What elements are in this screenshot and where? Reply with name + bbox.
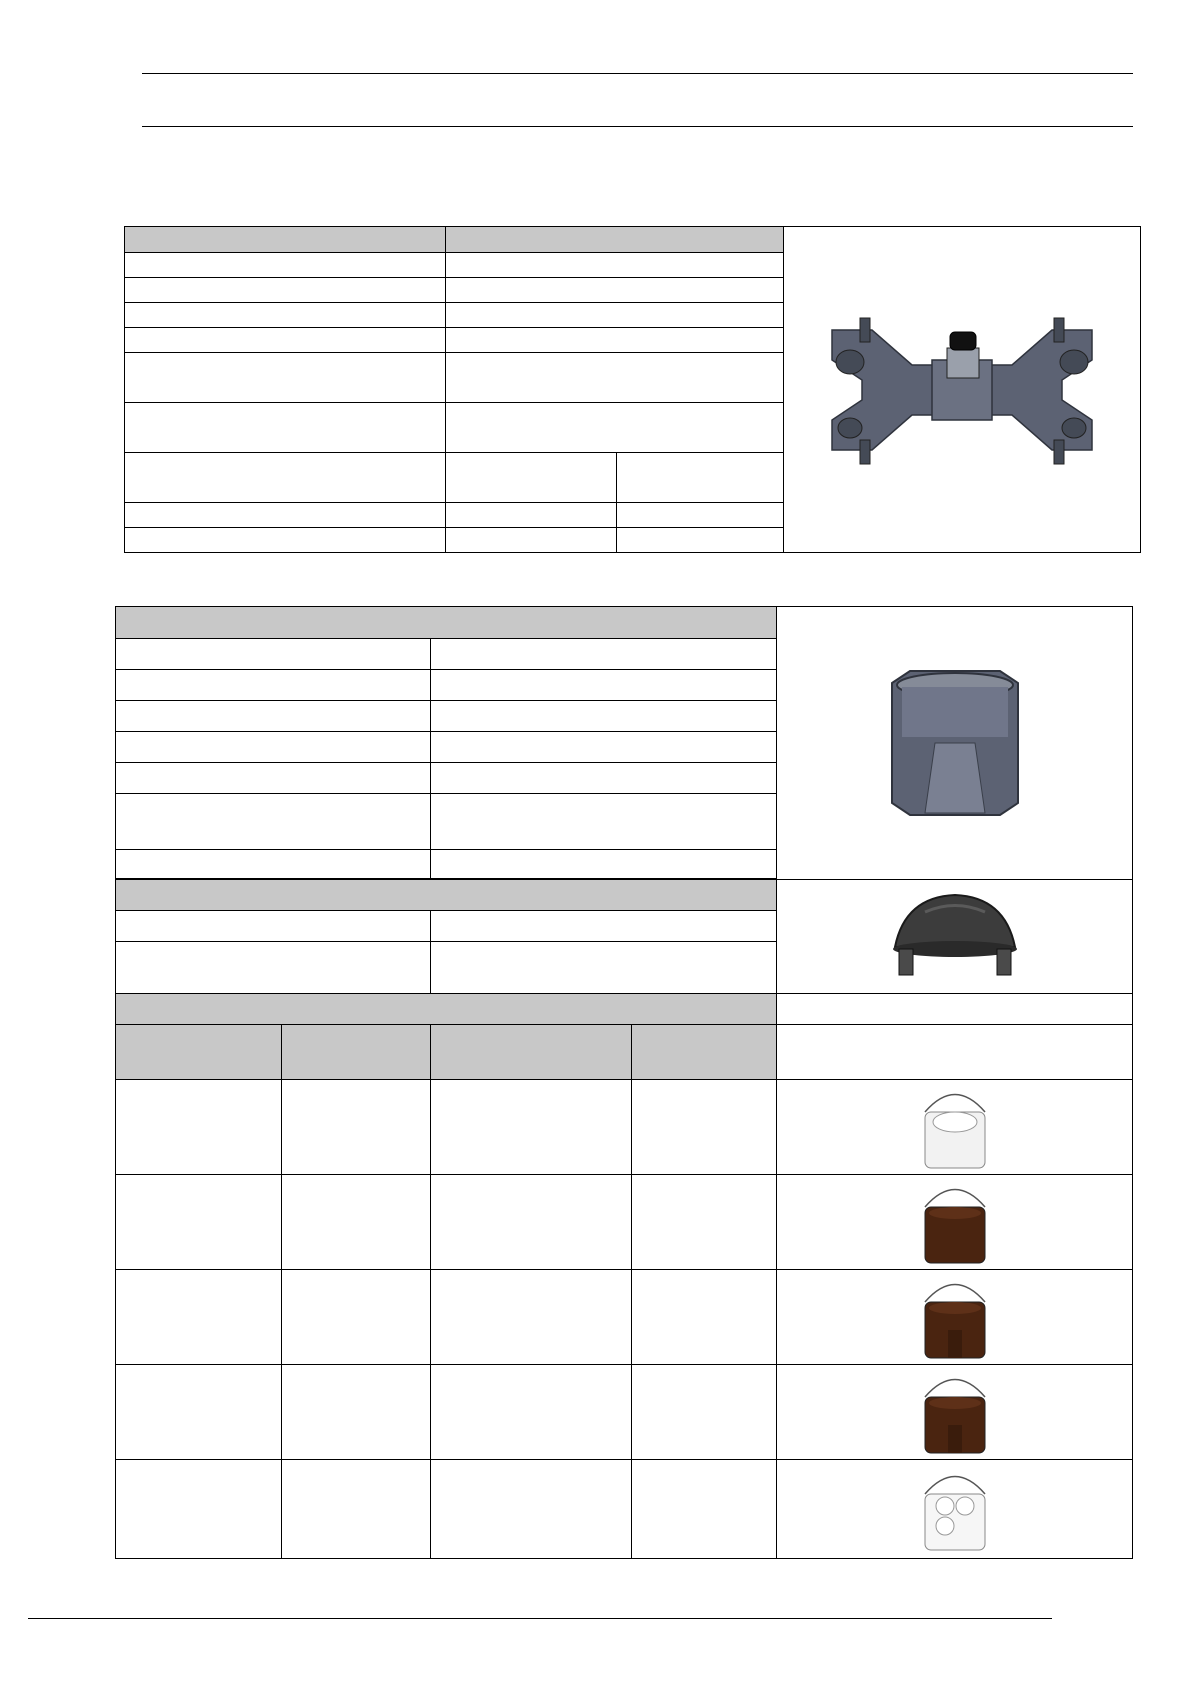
adapter-image-cell <box>777 1460 1133 1559</box>
bucket-adapter-table <box>115 606 1133 1559</box>
adapter-section-header <box>116 994 777 1025</box>
header-rule-top <box>142 73 1133 74</box>
adapter-section-image-header <box>777 994 1133 1025</box>
brown-adapter-multi-bore-icon <box>915 1367 995 1457</box>
bucket-row-value <box>431 701 777 732</box>
rotor-row-value <box>446 278 784 303</box>
rotor-header-label <box>125 227 446 253</box>
rotor-image-cell <box>784 227 1141 553</box>
bucket-row-value <box>431 850 777 879</box>
adapter-image-cell <box>777 1080 1133 1175</box>
adapter-image-cell <box>777 1365 1133 1460</box>
rotor-row-value <box>446 253 784 278</box>
swing-out-rotor-image <box>812 290 1112 490</box>
rotor-row-value-a <box>446 528 617 553</box>
rotor-row-value <box>446 353 784 403</box>
adapter-col-header-image <box>777 1025 1133 1080</box>
adapter-row <box>116 1365 1133 1460</box>
adapter-row <box>116 1270 1133 1365</box>
adapter-row <box>116 1080 1133 1175</box>
white-adapter-twin-bore-icon <box>915 1464 995 1554</box>
rotor-row-value-b <box>617 503 784 528</box>
lid-row-value <box>431 942 777 994</box>
brown-adapter-multi-bore-icon <box>915 1177 995 1267</box>
rotor-row-label <box>125 403 446 453</box>
lid-row-value <box>431 911 777 942</box>
rotor-row-label <box>125 453 446 503</box>
lid-row-label <box>116 911 431 942</box>
round-bucket-image <box>880 663 1030 823</box>
footer-rule <box>28 1618 1052 1619</box>
rotor-row-label <box>125 328 446 353</box>
lid-row-label <box>116 942 431 994</box>
rotor-row-value-b <box>617 453 784 503</box>
rotor-row-value-b <box>617 528 784 553</box>
rotor-row-value <box>446 403 784 453</box>
adapter-col-header-2 <box>282 1025 431 1080</box>
rotor-row-label <box>125 253 446 278</box>
bucket-row-value <box>431 670 777 701</box>
adapter-col-header-3 <box>431 1025 632 1080</box>
adapter-col-header-1 <box>116 1025 282 1080</box>
adapter-image-cell <box>777 1270 1133 1365</box>
bucket-lid-image <box>885 887 1025 987</box>
bucket-row-label <box>116 732 431 763</box>
bucket-row-label <box>116 850 431 879</box>
adapter-col-header-4 <box>632 1025 777 1080</box>
bucket-row-label <box>116 763 431 794</box>
bucket-row-value <box>431 794 777 850</box>
rotor-row-label <box>125 503 446 528</box>
bucket-row-label <box>116 794 431 850</box>
bucket-row-value <box>431 639 777 670</box>
bucket-image-cell <box>777 607 1133 880</box>
rotor-row-value <box>446 303 784 328</box>
bucket-row-label <box>116 639 431 670</box>
header-rule-bottom <box>142 126 1133 127</box>
white-adapter-single-bore-icon <box>915 1082 995 1172</box>
rotor-row-value <box>446 328 784 353</box>
lid-image-cell <box>777 880 1133 994</box>
rotor-spec-table <box>124 226 1141 553</box>
bucket-row-label <box>116 701 431 732</box>
rotor-header-value <box>446 227 784 253</box>
adapter-row <box>116 1175 1133 1270</box>
rotor-row-label <box>125 528 446 553</box>
rotor-row-value-a <box>446 453 617 503</box>
adapter-image-cell <box>777 1175 1133 1270</box>
bucket-section-header <box>116 607 777 639</box>
adapter-row <box>116 1460 1133 1559</box>
bucket-row-value <box>431 763 777 794</box>
brown-adapter-multi-bore-icon <box>915 1272 995 1362</box>
rotor-row-label <box>125 278 446 303</box>
bucket-row-value <box>431 732 777 763</box>
lid-section-header <box>116 880 777 911</box>
bucket-row-label <box>116 670 431 701</box>
rotor-row-value-a <box>446 503 617 528</box>
rotor-row-label <box>125 303 446 328</box>
rotor-row-label <box>125 353 446 403</box>
